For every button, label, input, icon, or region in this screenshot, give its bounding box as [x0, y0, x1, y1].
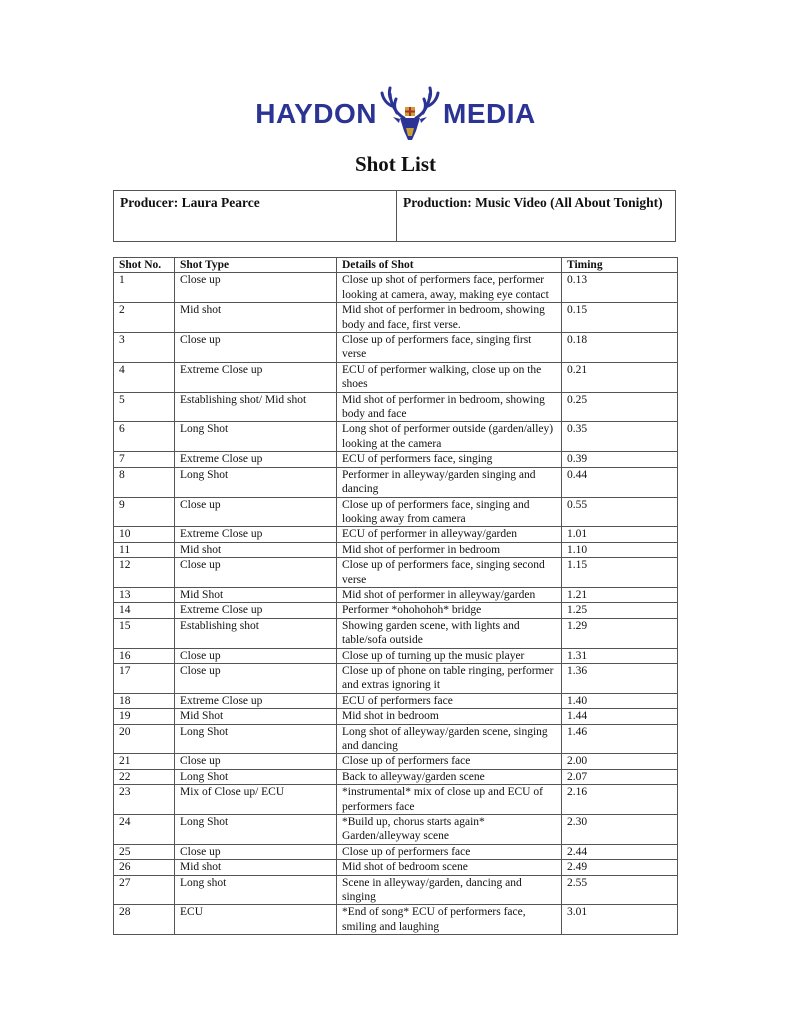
timing-cell: 1.01	[562, 527, 678, 542]
shot-no-cell: 11	[114, 542, 175, 557]
shot-no-cell: 16	[114, 648, 175, 663]
producer-field: Producer: Laura Pearce	[114, 191, 397, 241]
document-title: Shot List	[354, 152, 437, 176]
production-field: Production: Music Video (All About Tonight)	[403, 195, 663, 210]
details-cell: Performer in alleyway/garden singing and dancing	[337, 467, 562, 497]
table-row	[114, 663, 678, 693]
timing-cell: 1.29	[562, 618, 678, 648]
details-cell: Mid shot of bedroom scene	[337, 860, 562, 875]
shot-no-cell: 19	[114, 709, 175, 724]
shot-no-cell: 13	[114, 587, 175, 602]
timing-cell: 1.15	[562, 558, 678, 588]
table-row	[114, 603, 678, 618]
shot-type-cell: Long shot	[175, 875, 337, 905]
brand-logo	[0, 84, 791, 144]
shot-type-cell: Mid shot	[175, 303, 337, 333]
shot-no-cell: 6	[114, 422, 175, 452]
details-cell: *instrumental* mix of close up and ECU of performers face	[337, 785, 562, 815]
shot-type-cell: Establishing shot/ Mid shot	[175, 392, 337, 422]
shot-type-cell: Close up	[175, 558, 337, 588]
shot-no-cell: 18	[114, 693, 175, 708]
timing-cell: 0.25	[562, 392, 678, 422]
details-cell: Close up of turning up the music player	[337, 648, 562, 663]
shot-type-cell: Extreme Close up	[175, 693, 337, 708]
table-header-row	[114, 258, 678, 273]
timing-cell: 1.40	[562, 693, 678, 708]
timing-cell: 1.44	[562, 709, 678, 724]
details-cell: Scene in alleyway/garden, dancing and singing	[337, 875, 562, 905]
details-cell: Long shot of alleyway/garden scene, singing and dancing	[337, 724, 562, 754]
timing-cell: 2.16	[562, 785, 678, 815]
details-cell: Close up of performers face	[337, 844, 562, 859]
table-row	[114, 860, 678, 875]
timing-cell: 2.00	[562, 754, 678, 769]
header-timing: Timing	[562, 258, 678, 273]
brand-word-right: MEDIA	[443, 98, 536, 129]
table-row	[114, 618, 678, 648]
details-cell: *Build up, chorus starts again* Garden/alleyway scene	[337, 815, 562, 845]
shot-type-cell: Close up	[175, 754, 337, 769]
table-row	[114, 392, 678, 422]
shot-no-cell: 21	[114, 754, 175, 769]
timing-cell: 0.44	[562, 467, 678, 497]
shot-no-cell: 17	[114, 663, 175, 693]
shot-no-cell: 8	[114, 467, 175, 497]
table-row	[114, 769, 678, 784]
shot-no-cell: 22	[114, 769, 175, 784]
shot-no-cell: 27	[114, 875, 175, 905]
timing-cell: 0.39	[562, 452, 678, 467]
shot-no-cell: 3	[114, 333, 175, 363]
shot-type-cell: Mid Shot	[175, 587, 337, 602]
table-row	[114, 724, 678, 754]
details-cell: Mid shot of performer in alleyway/garden	[337, 587, 562, 602]
table-row	[114, 273, 678, 303]
timing-cell: 0.35	[562, 422, 678, 452]
shot-no-cell: 9	[114, 497, 175, 527]
details-cell: *End of song* ECU of performers face, smiling and laughing	[337, 905, 562, 935]
table-row	[114, 875, 678, 905]
shot-no-cell: 14	[114, 603, 175, 618]
shot-type-cell: Establishing shot	[175, 618, 337, 648]
details-cell: Mid shot in bedroom	[337, 709, 562, 724]
table-row	[114, 648, 678, 663]
shot-no-cell: 26	[114, 860, 175, 875]
timing-cell: 1.21	[562, 587, 678, 602]
timing-cell: 2.49	[562, 860, 678, 875]
shot-type-cell: Mix of Close up/ ECU	[175, 785, 337, 815]
shot-no-cell: 15	[114, 618, 175, 648]
table-row	[114, 905, 678, 935]
timing-cell: 0.15	[562, 303, 678, 333]
table-row	[114, 558, 678, 588]
details-cell: ECU of performer walking, close up on the shoes	[337, 362, 562, 392]
header-shot-type: Shot Type	[175, 258, 337, 273]
details-cell: Mid shot of performer in bedroom, showing body and face, first verse.	[337, 303, 562, 333]
timing-cell: 2.44	[562, 844, 678, 859]
timing-cell: 2.30	[562, 815, 678, 845]
details-cell: Performer *ohohohoh* bridge	[337, 603, 562, 618]
shot-type-cell: Close up	[175, 333, 337, 363]
table-row	[114, 815, 678, 845]
details-cell: Close up of performers face, singing second verse	[337, 558, 562, 588]
timing-cell: 1.36	[562, 663, 678, 693]
timing-cell: 1.31	[562, 648, 678, 663]
shot-type-cell: Extreme Close up	[175, 452, 337, 467]
shot-no-cell: 24	[114, 815, 175, 845]
details-cell: Showing garden scene, with lights and table/sofa outside	[337, 618, 562, 648]
details-cell: Back to alleyway/garden scene	[337, 769, 562, 784]
shot-type-cell: Long Shot	[175, 467, 337, 497]
shot-type-cell: Long Shot	[175, 815, 337, 845]
timing-cell: 1.10	[562, 542, 678, 557]
shot-type-cell: Close up	[175, 497, 337, 527]
shot-type-cell: Long Shot	[175, 769, 337, 784]
table-row	[114, 785, 678, 815]
details-cell: Mid shot of performer in bedroom	[337, 542, 562, 557]
brand-word-left: HAYDON	[255, 98, 378, 129]
shot-no-cell: 28	[114, 905, 175, 935]
table-row	[114, 497, 678, 527]
table-row	[114, 303, 678, 333]
timing-cell: 3.01	[562, 905, 678, 935]
header-details: Details of Shot	[337, 258, 562, 273]
details-cell: ECU of performers face, singing	[337, 452, 562, 467]
table-row	[114, 709, 678, 724]
details-cell: ECU of performers face	[337, 693, 562, 708]
timing-cell: 2.07	[562, 769, 678, 784]
shot-no-cell: 4	[114, 362, 175, 392]
details-cell: Close up shot of performers face, performer looking at camera, away, making eye contact	[337, 273, 562, 303]
table-row	[114, 362, 678, 392]
shot-no-cell: 2	[114, 303, 175, 333]
header-shot-no: Shot No.	[114, 258, 175, 273]
shot-no-cell: 20	[114, 724, 175, 754]
details-cell: Close up of performers face	[337, 754, 562, 769]
shot-no-cell: 5	[114, 392, 175, 422]
table-row	[114, 542, 678, 557]
timing-cell: 1.25	[562, 603, 678, 618]
timing-cell: 2.55	[562, 875, 678, 905]
timing-cell: 0.18	[562, 333, 678, 363]
table-row	[114, 333, 678, 363]
shot-type-cell: Close up	[175, 844, 337, 859]
timing-cell: 0.13	[562, 273, 678, 303]
shot-type-cell: Mid Shot	[175, 709, 337, 724]
details-cell: Close up of performers face, singing first verse	[337, 333, 562, 363]
table-row	[114, 422, 678, 452]
timing-cell: 0.55	[562, 497, 678, 527]
shot-type-cell: Long Shot	[175, 422, 337, 452]
production-info-box	[113, 190, 676, 242]
stag-head-icon	[377, 84, 443, 144]
shot-no-cell: 1	[114, 273, 175, 303]
table-row	[114, 467, 678, 497]
details-cell: ECU of performer in alleyway/garden	[337, 527, 562, 542]
shot-list-table	[113, 257, 678, 935]
details-cell: Long shot of performer outside (garden/alley) looking at the camera	[337, 422, 562, 452]
table-row	[114, 693, 678, 708]
shot-type-cell: Mid shot	[175, 860, 337, 875]
timing-cell: 1.46	[562, 724, 678, 754]
shot-no-cell: 10	[114, 527, 175, 542]
shot-list-body	[114, 273, 678, 935]
details-cell: Mid shot of performer in bedroom, showing body and face	[337, 392, 562, 422]
details-cell: Close up of phone on table ringing, performer and extras ignoring it	[337, 663, 562, 693]
shot-type-cell: Extreme Close up	[175, 603, 337, 618]
table-row	[114, 587, 678, 602]
table-row	[114, 754, 678, 769]
shot-type-cell: Extreme Close up	[175, 362, 337, 392]
table-row	[114, 527, 678, 542]
details-cell: Close up of performers face, singing and looking away from camera	[337, 497, 562, 527]
shot-type-cell: Long Shot	[175, 724, 337, 754]
shot-no-cell: 12	[114, 558, 175, 588]
table-row	[114, 452, 678, 467]
table-row	[114, 844, 678, 859]
shot-type-cell: ECU	[175, 905, 337, 935]
shot-type-cell: Extreme Close up	[175, 527, 337, 542]
shot-type-cell: Close up	[175, 663, 337, 693]
shot-type-cell: Mid shot	[175, 542, 337, 557]
shot-type-cell: Close up	[175, 648, 337, 663]
shot-no-cell: 23	[114, 785, 175, 815]
shot-no-cell: 7	[114, 452, 175, 467]
timing-cell: 0.21	[562, 362, 678, 392]
shot-no-cell: 25	[114, 844, 175, 859]
shot-type-cell: Close up	[175, 273, 337, 303]
